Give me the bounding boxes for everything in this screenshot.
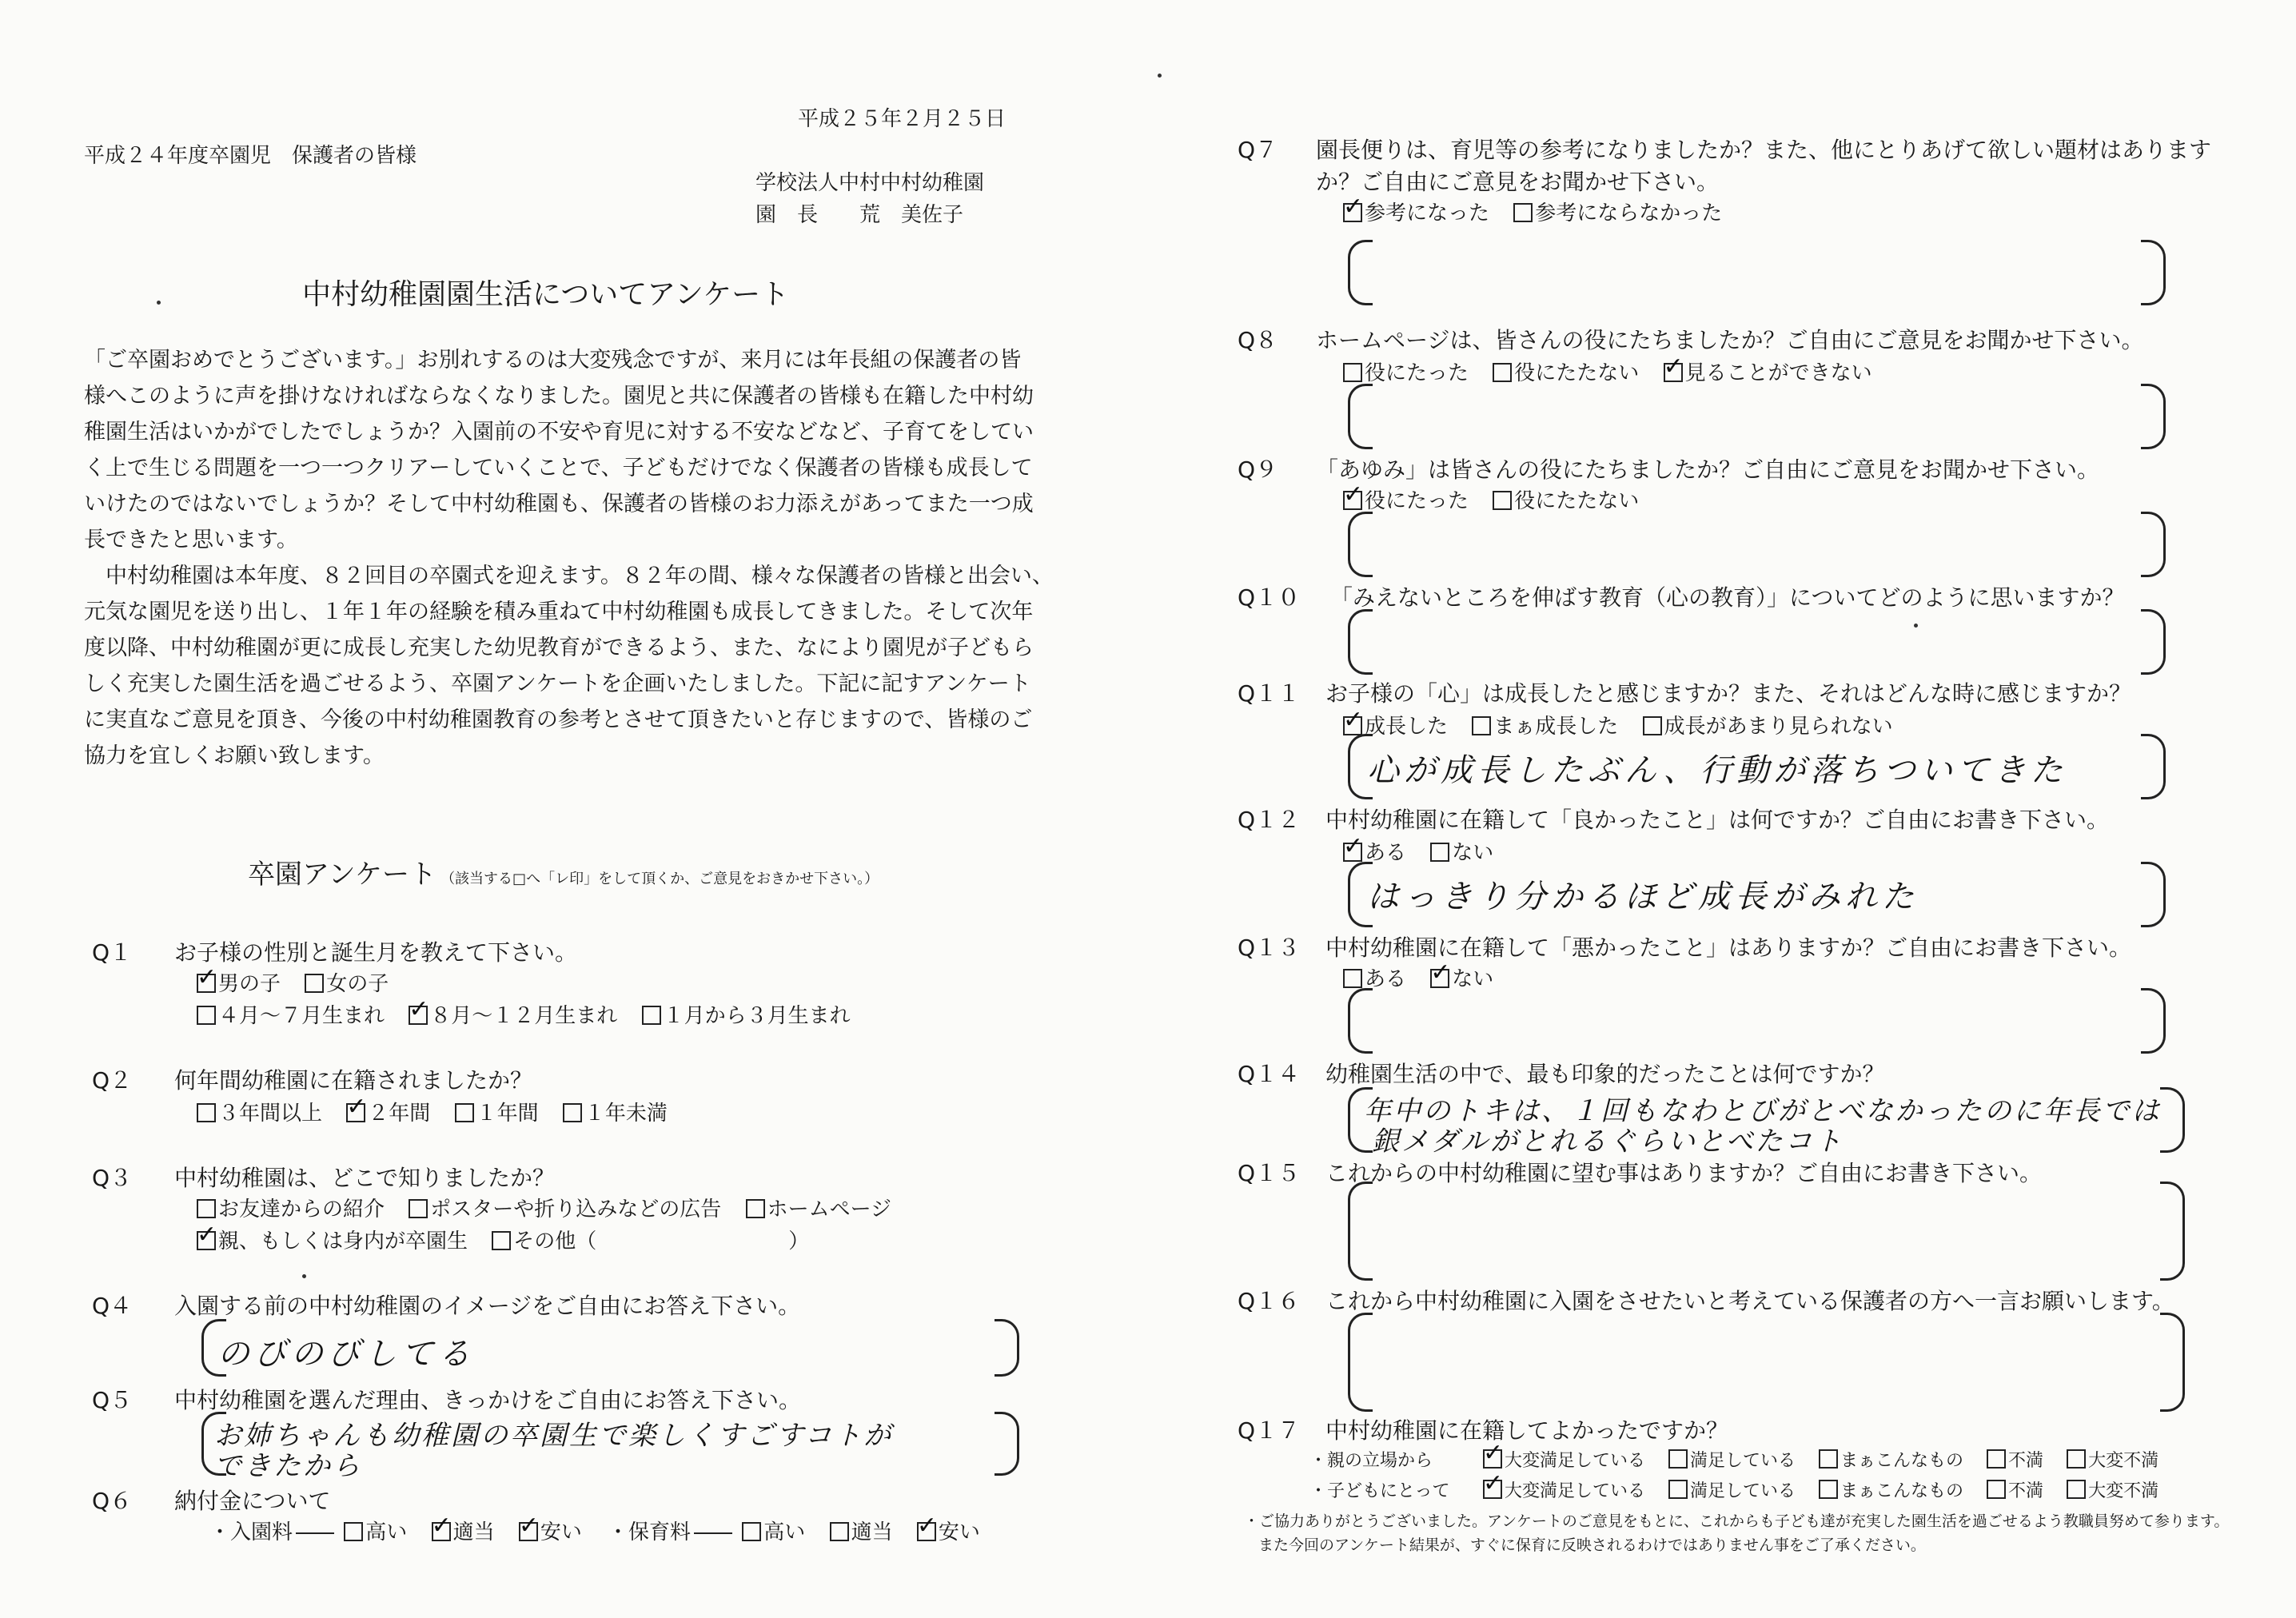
- q7-question-line2: か？ご自由にご意見をお聞かせ下さい。: [1316, 169, 1720, 195]
- q1-question: お子様の性別と誕生月を教えて下さい。: [174, 939, 578, 966]
- checkbox-checked-icon[interactable]: [519, 1522, 538, 1541]
- checkbox-icon[interactable]: [1493, 363, 1512, 382]
- checkbox-icon[interactable]: [1987, 1449, 2006, 1469]
- q7-option-not-helpful[interactable]: 参考にならなかった: [1513, 197, 1722, 226]
- q8-answer-bracket-right: [2141, 384, 2166, 449]
- checkbox-icon[interactable]: [1668, 1480, 1688, 1499]
- checkbox-icon[interactable]: [1430, 843, 1449, 862]
- q2-option-3years[interactable]: ３年間以上: [197, 1097, 322, 1126]
- q17-child-very-satisfied[interactable]: ✓ 大変満足している: [1483, 1477, 1645, 1502]
- q5-answer-bracket-right: [995, 1412, 1019, 1476]
- scan-speck: [157, 301, 161, 305]
- q17-child-label: ・子どもにとって: [1309, 1481, 1450, 1501]
- q6-entrance-fee-row: [209, 1516, 600, 1545]
- q2-option-2years[interactable]: ✓ ２年間: [346, 1097, 430, 1126]
- q17-child-row: [1309, 1477, 2176, 1502]
- q3-option-friend[interactable]: お友達からの紹介: [197, 1193, 385, 1222]
- q3-question: 中村幼稚園は、どこで知りましたか？: [174, 1165, 556, 1191]
- q6-tuition-cheap[interactable]: ✓ 安い: [917, 1516, 980, 1545]
- q11-number: Q１１: [1238, 680, 1301, 707]
- q11-option-grew[interactable]: ✓成長した: [1343, 710, 1448, 739]
- q15-question: これからの中村幼稚園に望む事はありますか？ご自由にお書き下さい。: [1325, 1160, 2043, 1186]
- q2-number: Q２: [92, 1067, 133, 1094]
- addressee: 平成２４年度卒園児 保護者の皆様: [84, 144, 417, 168]
- checkbox-checked-icon[interactable]: [432, 1522, 451, 1541]
- checkbox-checked-icon[interactable]: [1430, 969, 1449, 988]
- q3-options-row1: [197, 1193, 909, 1222]
- q7-answer-bracket-right: [2141, 240, 2166, 305]
- q6-tuition-label: ・保育料: [608, 1520, 692, 1544]
- checkbox-checked-icon[interactable]: [1664, 363, 1683, 382]
- q1-gender-options: [197, 967, 406, 997]
- intro-line: 元気な園児を送り出し、１年１年の経験を積み重ねて中村幼稚園も成長してきました。そして次年: [84, 600, 1034, 624]
- q2-options: [197, 1097, 685, 1126]
- q11-options: [1343, 710, 1911, 739]
- q3-option-ad[interactable]: ポスターや折り込みなどの広告: [409, 1193, 721, 1222]
- q6-tuition-fair[interactable]: 適当: [830, 1516, 893, 1545]
- checkbox-checked-icon[interactable]: [1343, 716, 1362, 735]
- q15-answer-bracket-right: [2160, 1182, 2185, 1281]
- checkbox-checked-icon[interactable]: [197, 974, 216, 993]
- q13-option-no[interactable]: ✓ ない: [1430, 962, 1493, 992]
- intro-line: 度以降、中村幼稚園が更に成長し充実した幼児教育ができるよう、また、なにより園児が子どもら: [84, 636, 1034, 660]
- q4-number: Q４: [92, 1293, 133, 1319]
- q17-child-very-dissatisfied[interactable]: 大変不満: [2067, 1477, 2158, 1502]
- q14-handwritten-answer-line2: 銀メダルがとれるぐらいとべたコト: [1372, 1126, 1844, 1158]
- intro-line: に実直なご意見を頂き、今後の中村幼稚園教育の参考とさせて頂きたいと存じますので、皆様のご: [84, 707, 1033, 732]
- q11-answer-bracket-right: [2141, 734, 2166, 799]
- checkbox-icon[interactable]: [197, 1006, 216, 1025]
- q2-option-under1[interactable]: １年未満: [563, 1097, 668, 1126]
- q6-entrance-cheap[interactable]: ✓ 安い: [519, 1516, 582, 1545]
- q6-entrance-fair[interactable]: ✓ 適当: [432, 1516, 495, 1545]
- q17-parent-label: ・親の立場から: [1309, 1451, 1433, 1471]
- q8-answer-bracket-left: [1348, 384, 1373, 449]
- organization: 学校法人中村中村幼稚園: [755, 171, 985, 195]
- q1-option-aug-dec[interactable]: ✓ ８月～１２月生まれ: [409, 999, 617, 1029]
- checkbox-icon[interactable]: [1472, 716, 1491, 735]
- q4-handwritten-answer: のびのびしてる: [217, 1336, 475, 1373]
- q4-answer-bracket-right: [995, 1319, 1019, 1377]
- survey-heading: [248, 852, 879, 891]
- q9-answer-bracket-right: [2141, 512, 2166, 577]
- checkbox-checked-icon[interactable]: [1483, 1480, 1502, 1499]
- q11-option-somewhat-grew[interactable]: まぁ成長した: [1472, 710, 1618, 739]
- q17-number: Q１７: [1238, 1417, 1301, 1444]
- q3-number: Q３: [92, 1165, 133, 1191]
- q17-parent-very-satisfied[interactable]: ✓ 大変満足している: [1483, 1447, 1645, 1472]
- q17-child-dissatisfied[interactable]: 不満: [1987, 1477, 2043, 1502]
- intro-line: いけたのではないでしょうか？そして中村幼稚園も、保護者の皆様のお力添えがあってまた一つ成: [84, 492, 1034, 516]
- checkbox-icon[interactable]: [1819, 1480, 1838, 1499]
- checkbox-checked-icon[interactable]: [197, 1231, 216, 1250]
- intro-line: 様へこのように声を掛けなければならなくなりました。園児と共に保護者の皆様も在籍した中村幼: [84, 384, 1034, 408]
- intro-line: 中村幼稚園は本年度、８２回目の卒園式を迎えます。８２年の間、様々な保護者の皆様と出会い、: [84, 564, 1054, 588]
- scan-speck: [302, 1274, 306, 1278]
- checkbox-checked-icon[interactable]: [1343, 203, 1362, 222]
- q7-question-line1: 園長便りは、育児等の参考になりましたか？また、他にとりあげて欲しい題材はあります: [1316, 137, 2212, 163]
- scan-speck: [1914, 624, 1918, 628]
- q8-options: [1343, 357, 1890, 386]
- checkbox-icon[interactable]: [305, 974, 324, 993]
- q9-option-not-useful[interactable]: 役にたたない: [1493, 484, 1639, 514]
- q1-option-jan-mar[interactable]: １月から３月生まれ: [642, 999, 851, 1029]
- q12-option-yes[interactable]: ✓ある: [1343, 836, 1406, 866]
- q13-answer-bracket-right: [2141, 988, 2166, 1054]
- q8-option-useful[interactable]: 役にたった: [1343, 357, 1469, 386]
- q16-question: これから中村幼稚園に入園をさせたいと考えている保護者の方へ一言お願いします。: [1325, 1288, 2174, 1314]
- q13-answer-bracket-left: [1348, 988, 1373, 1054]
- scan-speck: [1158, 74, 1162, 78]
- q8-option-not-useful[interactable]: 役にたたない: [1493, 357, 1639, 386]
- q2-question: 何年間幼稚園に在籍されましたか？: [174, 1067, 533, 1094]
- q15-answer-bracket-left: [1348, 1182, 1373, 1281]
- q5-question: 中村幼稚園を選んだ理由、きっかけをご自由にお答え下さい。: [174, 1387, 802, 1413]
- q17-parent-dissatisfied[interactable]: 不満: [1987, 1447, 2043, 1472]
- q5-handwritten-answer-line1: お姉ちゃんも幼稚園の卒園生で楽しくすごすコトが: [214, 1420, 894, 1452]
- director: 園 長 荒 美佐子: [755, 203, 964, 227]
- q6-number: Q６: [92, 1488, 133, 1514]
- checkbox-icon[interactable]: [1668, 1449, 1688, 1469]
- q14-question: 幼稚園生活の中で、最も印象的だったことは何ですか？: [1325, 1061, 1885, 1087]
- q6-tuition-high[interactable]: 高い: [742, 1516, 805, 1545]
- q17-parent-very-dissatisfied[interactable]: 大変不満: [2067, 1447, 2158, 1472]
- checkbox-icon[interactable]: [455, 1103, 474, 1122]
- footer-disclaimer: また今回のアンケート結果が、すぐに保育に反映されるわけではありません事をご了承ください。: [1258, 1536, 1926, 1554]
- checkbox-icon[interactable]: [2067, 1449, 2086, 1469]
- q17-parent-satisfied[interactable]: 満足している: [1668, 1447, 1796, 1472]
- q6-tuition-row: [608, 1516, 998, 1545]
- intro-line: 長できたと思います。: [84, 528, 298, 552]
- checkbox-icon[interactable]: [1493, 491, 1512, 510]
- intro-line: く上で生じる問題を一つ一つクリアーしていくことで、子どもだけでなく保護者の皆様も成長して: [84, 456, 1033, 480]
- checkbox-icon[interactable]: [746, 1199, 765, 1218]
- checkbox-icon[interactable]: [1643, 716, 1662, 735]
- q10-answer-bracket-left: [1348, 609, 1373, 675]
- checkbox-icon[interactable]: [1343, 363, 1362, 382]
- q11-handwritten-answer: 心が成長したぶん、行動が落ちついてきた: [1367, 752, 2067, 789]
- q2-option-1year[interactable]: １年間: [455, 1097, 539, 1126]
- checkbox-icon[interactable]: [492, 1231, 511, 1250]
- q7-option-helpful[interactable]: ✓参考になった: [1343, 197, 1489, 226]
- checkbox-icon[interactable]: [197, 1103, 216, 1122]
- q9-number: Q９: [1238, 456, 1278, 483]
- q1-month-options: [197, 999, 868, 1029]
- checkbox-icon[interactable]: [409, 1199, 428, 1218]
- q12-option-no[interactable]: ない: [1430, 836, 1493, 866]
- checkbox-icon[interactable]: [1819, 1449, 1838, 1469]
- q17-parent-row: [1309, 1447, 2176, 1472]
- q17-child-so-so[interactable]: まぁこんなもの: [1819, 1477, 1963, 1502]
- checkbox-checked-icon[interactable]: [1483, 1449, 1502, 1469]
- q17-question: 中村幼稚園に在籍してよかったですか？: [1325, 1417, 1729, 1444]
- q9-options: [1343, 484, 1656, 514]
- checkbox-icon[interactable]: [1513, 203, 1533, 222]
- q7-options: [1343, 197, 1740, 226]
- checkbox-icon[interactable]: [1343, 969, 1362, 988]
- q16-number: Q１６: [1238, 1288, 1301, 1314]
- q12-number: Q１２: [1238, 807, 1301, 833]
- q7-answer-bracket-left: [1348, 240, 1373, 305]
- checkbox-checked-icon[interactable]: [1343, 491, 1362, 510]
- q13-question: 中村幼稚園に在籍して「悪かったこと」はありますか？ご自由にお書き下さい。: [1325, 935, 2132, 961]
- q11-option-little-growth[interactable]: 成長があまり見られない: [1643, 710, 1893, 739]
- q3-option-other[interactable]: その他（ ）: [492, 1225, 809, 1254]
- q1-option-girl[interactable]: 女の子: [305, 967, 389, 997]
- checkbox-icon[interactable]: [830, 1522, 849, 1541]
- q17-child-satisfied[interactable]: 満足している: [1668, 1477, 1796, 1502]
- q14-handwritten-answer-line1: 年中のトキは、１回もなわとびがとべなかったのに年長では: [1364, 1095, 2162, 1127]
- page-title: 中村幼稚園園生活についてアンケート: [302, 278, 790, 311]
- q14-answer-bracket-right: [2160, 1087, 2185, 1153]
- q11-question: お子様の「心」は成長したと感じますか？また、それはどんな時に感じますか？: [1325, 680, 2132, 707]
- q8-number: Q８: [1238, 327, 1278, 353]
- q16-answer-bracket-right: [2160, 1313, 2185, 1412]
- q10-answer-bracket-right: [2141, 609, 2166, 675]
- q15-number: Q１５: [1238, 1160, 1301, 1186]
- q12-answer-bracket-right: [2141, 862, 2166, 927]
- q9-option-useful[interactable]: ✓役にたった: [1343, 484, 1469, 514]
- survey-note: （該当する□へ「レ印」をして頂くか、ご意見をおきかせ下さい。）: [440, 871, 879, 887]
- q17-parent-so-so[interactable]: まぁこんなもの: [1819, 1447, 1963, 1472]
- q6-entrance-high[interactable]: 高い: [344, 1516, 407, 1545]
- q8-option-cannot-view[interactable]: ✓ 見ることができない: [1664, 357, 1872, 386]
- q10-question: 「みえないところを伸ばす教育（心の教育）」についてどのように思いますか？: [1330, 584, 2125, 611]
- q1-option-boy[interactable]: ✓男の子: [197, 967, 281, 997]
- q3-options-row2: [197, 1225, 827, 1254]
- q1-option-apr-jul[interactable]: ４月～７月生まれ: [197, 999, 385, 1029]
- checkbox-checked-icon[interactable]: [917, 1522, 936, 1541]
- checkbox-icon[interactable]: [197, 1199, 216, 1218]
- checkbox-icon[interactable]: [563, 1103, 582, 1122]
- intro-line: 協力を宜しくお願い致します。: [84, 743, 385, 768]
- q5-handwritten-answer-line2: できたから: [214, 1450, 362, 1482]
- footer-thanks: ・ご協力ありがとうございました。アンケートのご意見をもとに、これからも子ども達が充実した園生活を過ごせるよう教職員努めて参ります。: [1244, 1512, 2230, 1530]
- intro-line: しく充実した園生活を過ごせるよう、卒園アンケートを企画いたしました。下記に記すアンケート: [84, 672, 1031, 696]
- q14-number: Q１４: [1238, 1061, 1301, 1087]
- q10-number: Q１０: [1238, 584, 1301, 611]
- checkbox-checked-icon[interactable]: [409, 1006, 428, 1025]
- q5-number: Q５: [92, 1387, 133, 1413]
- q13-option-yes[interactable]: ある: [1343, 962, 1406, 992]
- checkbox-icon[interactable]: [742, 1522, 761, 1541]
- q3-option-homepage[interactable]: ホームページ: [746, 1193, 891, 1222]
- intro-paragraph: [84, 342, 1054, 774]
- q13-number: Q１３: [1238, 935, 1301, 961]
- q6-question: 納付金について: [174, 1488, 331, 1514]
- checkbox-checked-icon[interactable]: [1343, 843, 1362, 862]
- checkbox-checked-icon[interactable]: [346, 1103, 365, 1122]
- q12-question: 中村幼稚園に在籍して「良かったこと」は何ですか？ご自由にお書き下さい。: [1325, 807, 2110, 833]
- intro-line: 「ご卒園おめでとうございます。」お別れするのは大変残念ですが、来月には年長組の保護者の皆: [84, 348, 1022, 373]
- survey-title: 卒園アンケート: [248, 859, 436, 891]
- q6-entrance-label: ・入園料: [209, 1520, 293, 1544]
- q8-question: ホームページは、皆さんの役にたちましたか？ご自由にご意見をお聞かせ下さい。: [1316, 327, 2144, 353]
- q12-handwritten-answer: はっきり分かるほど成長がみれた: [1367, 879, 1919, 915]
- q16-answer-bracket-left: [1348, 1313, 1373, 1412]
- checkbox-icon[interactable]: [1987, 1480, 2006, 1499]
- checkbox-icon[interactable]: [344, 1522, 363, 1541]
- right-page: [1148, 0, 2296, 1618]
- q7-number: Q７: [1238, 137, 1278, 163]
- q1-number: Q１: [92, 939, 133, 966]
- q4-question: 入園する前の中村幼稚園のイメージをご自由にお答え下さい。: [174, 1293, 801, 1319]
- checkbox-icon[interactable]: [642, 1006, 661, 1025]
- checkbox-icon[interactable]: [2067, 1480, 2086, 1499]
- q9-question: 「あゆみ」は皆さんの役にたちましたか？ご自由にご意見をお聞かせ下さい。: [1316, 456, 2100, 483]
- q3-option-family[interactable]: ✓親、もしくは身内が卒園生: [197, 1225, 468, 1254]
- intro-line: 稚園生活はいかがでしたでしょうか？入園前の不安や育児に対する不安などなど、子育てをしてい: [84, 420, 1034, 444]
- q9-answer-bracket-left: [1348, 512, 1373, 577]
- date: 平成２５年２月２５日: [798, 107, 1006, 131]
